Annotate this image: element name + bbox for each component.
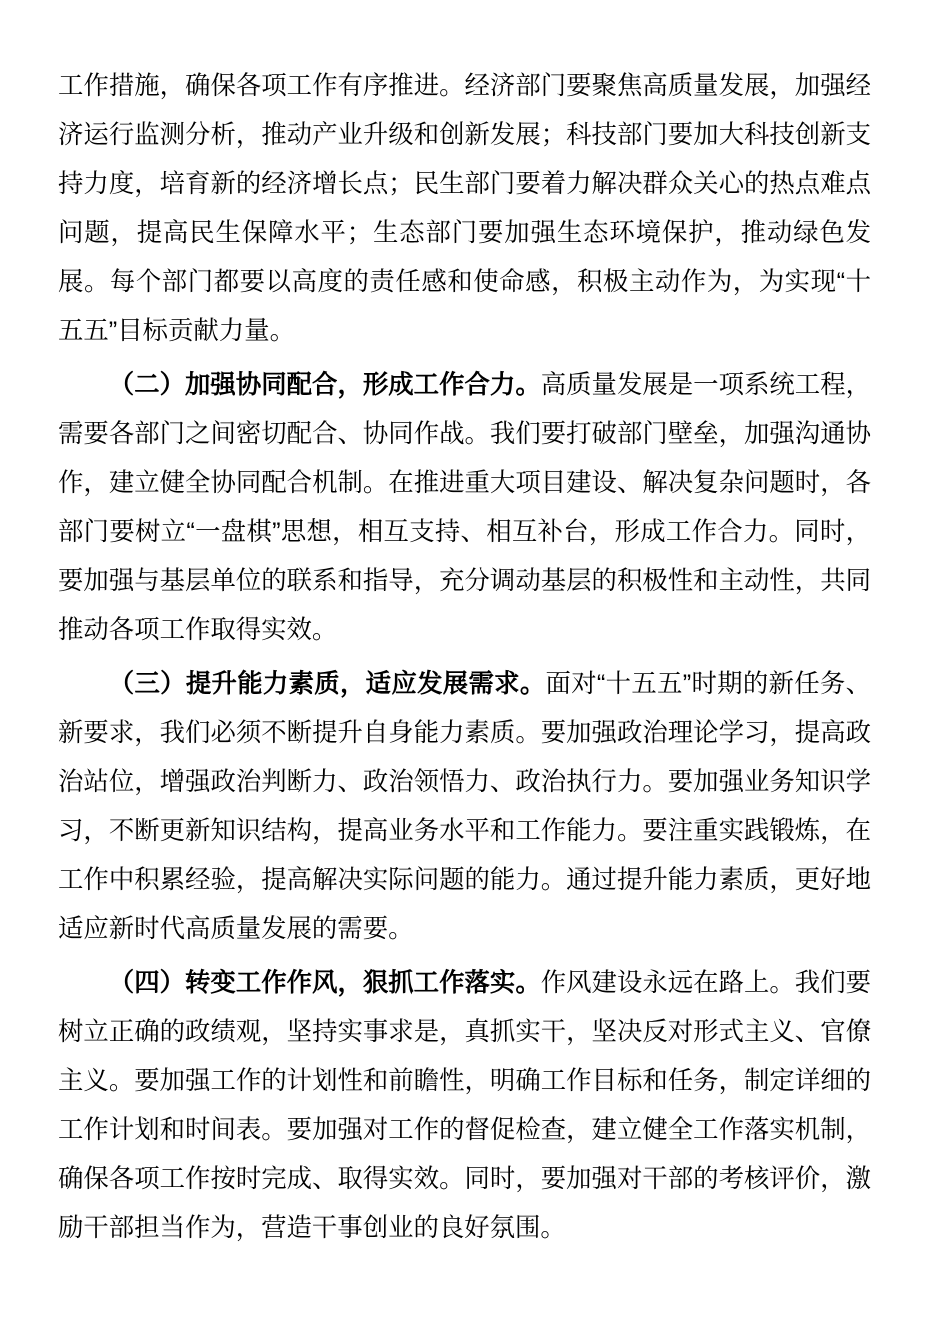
paragraph-section-2-heading: （二）加强协同配合，形成工作合力。 — [108, 371, 541, 399]
paragraph-section-4-text: 作风建设永远在路上。我们要树立正确的政绩观，坚持实事求是，真抓实干，坚决反对形式主义、官僚主义。要加强工作的计划性和前瞻性，明确工作目标和任务，制定详细的工作计划和时间表。要加强对工作的督促检查，建立健全工作落实机制，确保各项工作按时完成、取得实效。同时，要加强对干部的考核评价，激励干部担当作为，营造干事创业的良好氛围。 — [58, 969, 872, 1242]
paragraph-section-2-text: 高质量发展是一项系统工程，需要各部门之间密切配合、协同作战。我们要打破部门壁垒，加强沟通协作，建立健全协同配合机制。在推进重大项目建设、解决复杂问题时，各部门要树立“一盘棋”思想，相互支持、相互补台，形成工作合力。同时，要加强与基层单位的联系和指导，充分调动基层的积极性和主动性，共同推动各项工作取得实效。 — [58, 371, 872, 644]
paragraph-section-3-text: 面对“十五五”时期的新任务、新要求，我们必须不断提升自身能力素质。要加强政治理论学习，提高政治站位，增强政治判断力、政治领悟力、政治执行力。要加强业务知识学习，不断更新知识结构，提高业务水平和工作能力。要注重实践锻炼，在工作中积累经验，提高解决实际问题的能力。通过提升能力素质，更好地适应新时代高质量发展的需要。 — [58, 670, 871, 943]
paragraph-section-4-heading: （四）转变工作作风，狠抓工作落实。 — [108, 969, 541, 997]
paragraph-continuation-text: 工作措施，确保各项工作有序推进。经济部门要聚焦高质量发展，加强经济运行监测分析，推动产业升级和创新发展；科技部门要加大科技创新支持力度，培育新的经济增长点；民生部门要着力解决群众关心的热点难点问题，提高民生保障水平；生态部门要加强生态环境保护，推动绿色发展。每个部门都要以高度的责任感和使命感，积极主动作为，为实现“十五五”目标贡献力量。 — [58, 72, 871, 345]
paragraph-section-2 — [58, 361, 871, 655]
paragraph-section-4 — [58, 959, 871, 1253]
paragraph-continuation — [58, 62, 871, 356]
paragraph-section-3-heading: （三）提升能力素质，适应发展需求。 — [108, 670, 546, 698]
paragraph-section-3 — [58, 660, 871, 954]
